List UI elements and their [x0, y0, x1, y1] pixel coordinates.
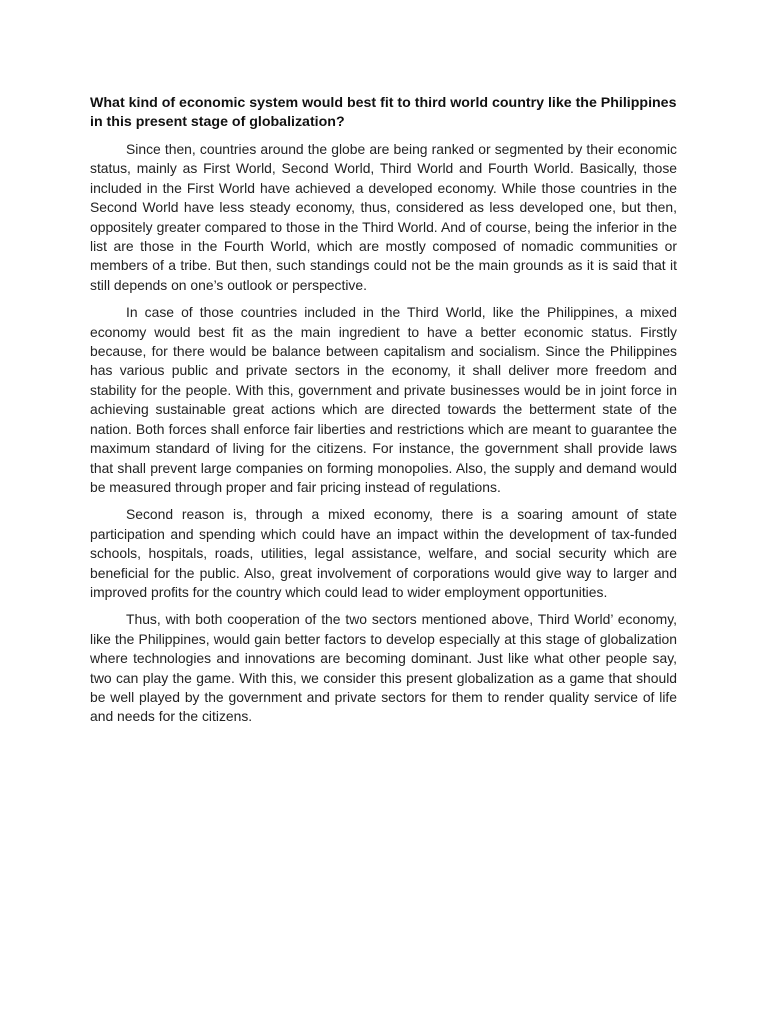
paragraph-1: Since then, countries around the globe are being ranked or segmented by their economic status, mainly as First World, Second World, Third World and Fourth World. Basically, those included in the First World have achieved a developed economy. While those countries in the Second World have less steady economy, thus, considered as less developed one, but then, oppositely greater compared to those in the Third World. And of course, being the inferior in the list are those in the Fourth World, which are mostly composed of nomadic communities or members of a tribe. But then, such standings could not be the main grounds as it is said that it still depends on one’s outlook or perspective. — [90, 141, 677, 293]
paragraph-3: Second reason is, through a mixed economy, there is a soaring amount of state participation and spending which could have an impact within the development of tax-funded schools, hospitals, roads, utilities, legal assistance, welfare, and social security which are beneficial for the public. Also, great involvement of corporations would give way to larger and improved profits for the country which could lead to wider employment opportunities. — [90, 506, 677, 600]
paragraph-4: Thus, with both cooperation of the two sectors mentioned above, Third World’ economy, like the Philippines, would gain better factors to develop especially at this stage of globalization where technologies and innovations are becoming dominant. Just like what other people say, two can play the game. With this, we consider this present globalization as a game that should be well played by the government and private sectors for them to render quality service of life and needs for the citizens. — [90, 611, 677, 725]
document-body — [90, 94, 677, 735]
paragraph-2: In case of those countries included in the Third World, like the Philippines, a mixed economy would best fit as the main ingredient to have a better economic status. Firstly because, for there would be balance between capitalism and socialism. Since the Philippines has various public and private sectors in the economy, it shall deliver more freedom and stability for the people. With this, government and private businesses would be in joint force in achieving sustainable great actions which are directed towards the betterment state of the nation. Both forces shall enforce fair liberties and restrictions which are meant to guarantee the maximum standard of living for the citizens. For instance, the government shall provide laws that shall prevent large companies on forming monopolies. Also, the supply and demand would be measured through proper and fair pricing instead of regulations. — [90, 304, 677, 495]
document-title: What kind of economic system would best fit to third world country like the Philippines in this present stage of globalization? — [90, 95, 677, 130]
